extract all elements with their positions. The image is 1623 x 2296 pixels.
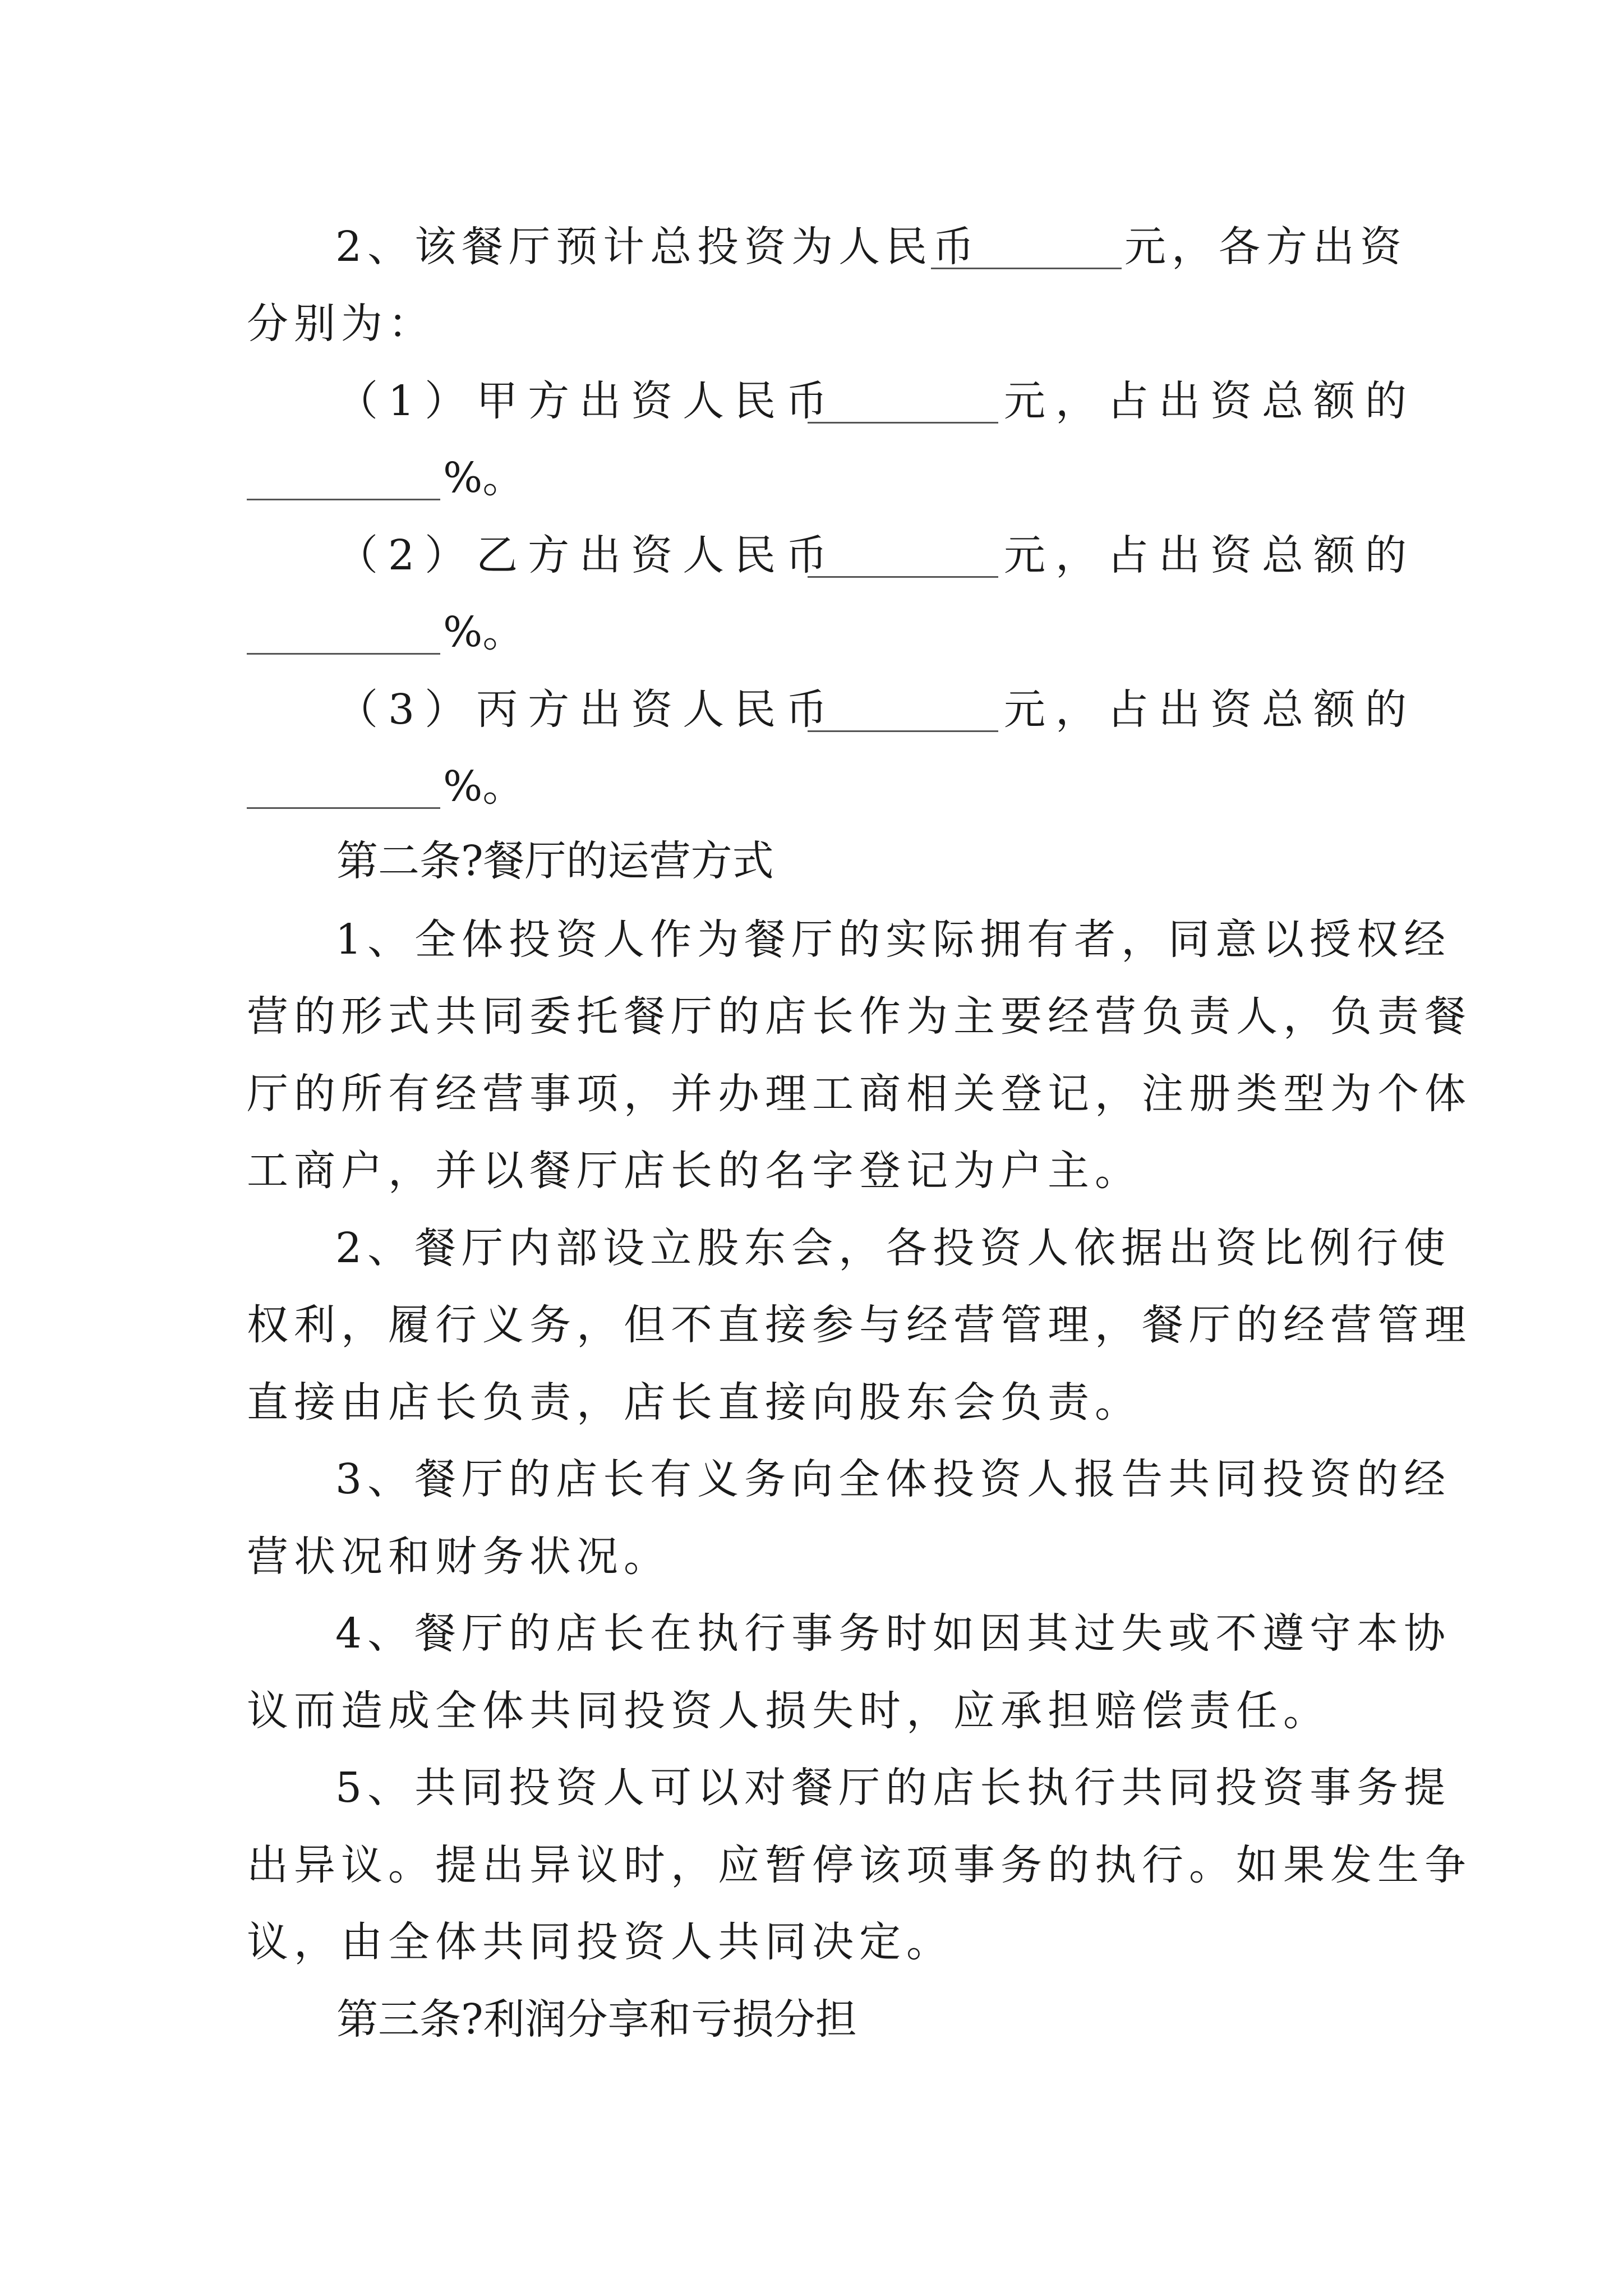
body-text: 议而造成全体共同投资人损失时，应承担赔偿责任。 [247,1687,1330,1735]
text-party-a-share: 元，占出资总额的 [1004,377,1417,425]
blank-party-c-amount [808,730,998,732]
heading-text: 第二条?餐厅的运营方式 [336,837,774,885]
text-each-party: 元，各方出资 [1124,223,1407,271]
body-text: 4、餐厅的店长在执行事务时如因其过失或不遵守本协 [335,1609,1451,1658]
body-text: 营状况和财务状况。 [247,1533,671,1581]
paragraph-total-investment [0,216,1623,278]
text-party-c-share: 元，占出资总额的 [1004,685,1417,734]
body-text: 1、全体投资人作为餐厅的实际拥有者，同意以授权经 [335,915,1451,964]
body-text: 直接由店长负责，店长直接向股东会负责。 [247,1378,1142,1427]
text-party-a-contribution: （1）甲方出资人民币 [336,377,838,425]
body-text: 出异议。提出异议时，应暂停该项事务的执行。如果发生争 [247,1841,1472,1889]
body-text: 权利，履行义务，但不直接参与经营管理，餐厅的经营管理 [247,1301,1472,1349]
body-text: 厅的所有经营事项，并办理工商相关登记，注册类型为个体 [247,1070,1472,1118]
text-party-b-contribution: （2）乙方出资人民币 [336,531,838,579]
body-text: 营的形式共同委托餐厅的店长作为主要经营负责人，负责餐 [247,992,1472,1041]
text-party-b-share: 元，占出资总额的 [1004,531,1417,579]
body-text: 3、餐厅的店长有义务向全体投资人报告共同投资的经 [335,1455,1451,1503]
body-text: 2、餐厅内部设立股东会，各投资人依据出资比例行使 [335,1224,1451,1272]
text-respectively: 分别为： [247,300,435,348]
blank-party-b-amount [808,576,998,578]
text-party-c-contribution: （3）丙方出资人民币 [336,685,838,734]
text-percent: %。 [443,454,524,502]
blank-total-amount [931,268,1122,269]
blank-party-b-percent [247,653,440,655]
body-text: 议，由全体共同投资人共同决定。 [247,1918,953,1966]
blank-party-a-amount [808,422,998,424]
text-percent: %。 [443,762,524,811]
blank-party-c-percent [247,807,440,809]
body-text: 工商户，并以餐厅店长的名字登记为户主。 [247,1147,1142,1195]
body-text: 5、共同投资人可以对餐厅的店长执行共同投资事务提 [335,1764,1451,1812]
text-total-investment: 2、该餐厅预计总投资为人民币 [335,223,980,271]
heading-text: 第三条?利润分享和亏损分担 [336,1995,857,2044]
text-percent: %。 [443,608,524,656]
blank-party-a-percent [247,499,440,500]
